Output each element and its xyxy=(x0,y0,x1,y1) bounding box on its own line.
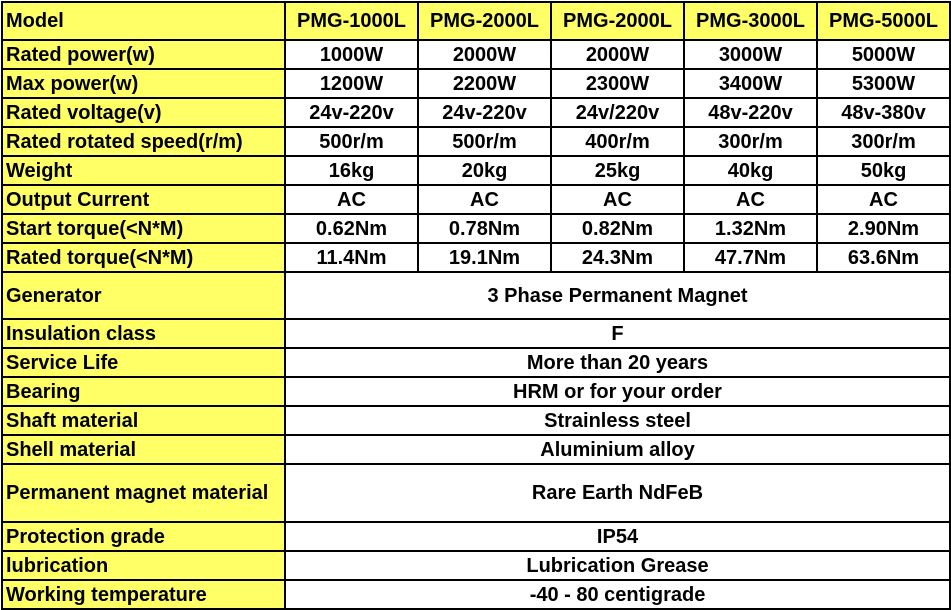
row-label: Weight xyxy=(2,156,285,185)
row-label: Shell material xyxy=(2,435,285,464)
cell-value: 47.7Nm xyxy=(684,243,817,272)
cell-value: 2300W xyxy=(551,69,684,98)
cell-value: 3400W xyxy=(684,69,817,98)
cell-value: 19.1Nm xyxy=(418,243,551,272)
table-row xyxy=(2,551,950,580)
row-label: Rated power(w) xyxy=(2,40,285,69)
table-row xyxy=(2,40,950,69)
row-label: Permanent magnet material xyxy=(2,464,285,522)
cell-value: 48v-220v xyxy=(684,98,817,127)
table-row xyxy=(2,156,950,185)
cell-value: AC xyxy=(285,185,418,214)
cell-value: 24v-220v xyxy=(418,98,551,127)
cell-value: AC xyxy=(551,185,684,214)
cell-value: 5300W xyxy=(817,69,950,98)
table-row xyxy=(2,185,950,214)
cell-value: 1000W xyxy=(285,40,418,69)
cell-value: 11.4Nm xyxy=(285,243,418,272)
row-label: lubrication xyxy=(2,551,285,580)
row-label: Service Life xyxy=(2,348,285,377)
model-header-label: Model xyxy=(2,2,285,40)
cell-value: 5000W xyxy=(817,40,950,69)
table-row xyxy=(2,127,950,156)
cell-value: 2.90Nm xyxy=(817,214,950,243)
cell-value: 1.32Nm xyxy=(684,214,817,243)
cell-value: 48v-380v xyxy=(817,98,950,127)
row-label: Rated rotated speed(r/m) xyxy=(2,127,285,156)
row-label: Protection grade xyxy=(2,522,285,551)
table-row xyxy=(2,377,950,406)
cell-value: 3 Phase Permanent Magnet xyxy=(285,272,950,319)
cell-value: AC xyxy=(418,185,551,214)
cell-value: 24v/220v xyxy=(551,98,684,127)
row-label: Shaft material xyxy=(2,406,285,435)
cell-value: 500r/m xyxy=(418,127,551,156)
model-header-3: PMG-2000L xyxy=(551,2,684,40)
cell-value: 1200W xyxy=(285,69,418,98)
cell-value: 400r/m xyxy=(551,127,684,156)
cell-value: AC xyxy=(817,185,950,214)
cell-value: More than 20 years xyxy=(285,348,950,377)
row-label: Rated torque(<N*M) xyxy=(2,243,285,272)
cell-value: 40kg xyxy=(684,156,817,185)
header-row xyxy=(2,2,950,40)
table-row xyxy=(2,406,950,435)
cell-value: IP54 xyxy=(285,522,950,551)
cell-value: 3000W xyxy=(684,40,817,69)
row-label: Generator xyxy=(2,272,285,319)
cell-value: 63.6Nm xyxy=(817,243,950,272)
cell-value: 50kg xyxy=(817,156,950,185)
row-label: Max power(w) xyxy=(2,69,285,98)
row-label: Output Current xyxy=(2,185,285,214)
cell-value: Lubrication Grease xyxy=(285,551,950,580)
cell-value: 24v-220v xyxy=(285,98,418,127)
table-row xyxy=(2,319,950,348)
model-header-2: PMG-2000L xyxy=(418,2,551,40)
table-row xyxy=(2,580,950,609)
cell-value: 25kg xyxy=(551,156,684,185)
cell-value: 16kg xyxy=(285,156,418,185)
cell-value: 2000W xyxy=(418,40,551,69)
cell-value: 0.78Nm xyxy=(418,214,551,243)
cell-value: 300r/m xyxy=(684,127,817,156)
row-label: Bearing xyxy=(2,377,285,406)
cell-value: Strainless steel xyxy=(285,406,950,435)
cell-value: 0.82Nm xyxy=(551,214,684,243)
row-label: Working temperature xyxy=(2,580,285,609)
table-row xyxy=(2,214,950,243)
row-label: Rated voltage(v) xyxy=(2,98,285,127)
cell-value: 20kg xyxy=(418,156,551,185)
cell-value: Rare Earth NdFeB xyxy=(285,464,950,522)
table-row xyxy=(2,435,950,464)
cell-value: AC xyxy=(684,185,817,214)
table-row xyxy=(2,98,950,127)
cell-value: 2200W xyxy=(418,69,551,98)
table-row xyxy=(2,69,950,98)
cell-value: 2000W xyxy=(551,40,684,69)
table-row xyxy=(2,272,950,319)
cell-value: Aluminium alloy xyxy=(285,435,950,464)
model-header-5: PMG-5000L xyxy=(817,2,950,40)
table-row xyxy=(2,348,950,377)
row-label: Insulation class xyxy=(2,319,285,348)
cell-value: HRM or for your order xyxy=(285,377,950,406)
table-row xyxy=(2,522,950,551)
spec-table xyxy=(1,1,951,610)
cell-value: 24.3Nm xyxy=(551,243,684,272)
table-row xyxy=(2,464,950,522)
cell-value: 0.62Nm xyxy=(285,214,418,243)
cell-value: F xyxy=(285,319,950,348)
cell-value: 500r/m xyxy=(285,127,418,156)
model-header-4: PMG-3000L xyxy=(684,2,817,40)
row-label: Start torque(<N*M) xyxy=(2,214,285,243)
cell-value: -40 - 80 centigrade xyxy=(285,580,950,609)
model-header-1: PMG-1000L xyxy=(285,2,418,40)
cell-value: 300r/m xyxy=(817,127,950,156)
table-row xyxy=(2,243,950,272)
